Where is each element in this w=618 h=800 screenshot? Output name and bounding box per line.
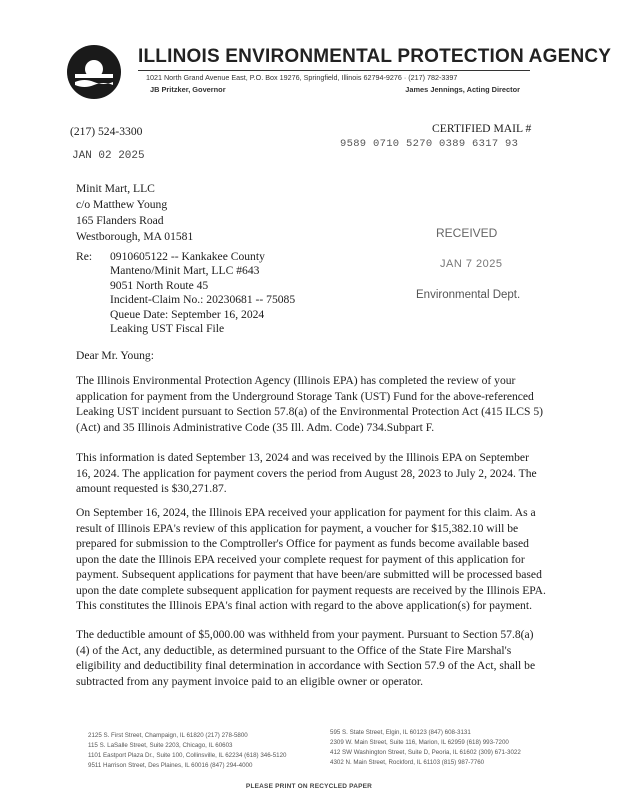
footer-office: 1101 Eastport Plaza Dr., Suite 100, Collinsville, IL 62234 (618) 346-5120 (88, 752, 287, 759)
agency-address: 1021 North Grand Avenue East, P.O. Box 19276, Springfield, Illinois 62794-9276 · (217) 782-3397 (146, 73, 458, 82)
body-paragraph-2: This information is dated September 13, 2024 and was received by the Illinois EPA on September 16, 2024. The application for payment covers the period from August 28, 2023 to July 2, 2024. The amount requested is $30,271.87. (76, 451, 537, 495)
recipient-line: c/o Matthew Young (76, 198, 168, 211)
footer-offices-right (330, 728, 521, 768)
recipient-line: Westborough, MA 01581 (76, 230, 194, 243)
re-label: Re: (76, 250, 93, 263)
recipient-address (76, 181, 193, 245)
officials-line (150, 85, 520, 94)
body-paragraph-4: The deductible amount of $5,000.00 was withheld from your payment. Pursuant to Section 57.8(a)(4) of the Act, any deductible, as determined pursuant to the Office of the State Fire Marshal's eligibility and deductibility final determination in accordance with Section 57.9 of the Act, shall be subtracted from any payment invoice paid to an eligible owner or operator. (76, 628, 536, 688)
footer-office: 2309 W. Main Street, Suite 116, Marion, IL 62959 (618) 993-7200 (330, 739, 509, 746)
re-line: 9051 North Route 45 (110, 278, 209, 292)
recipient-line: 165 Flanders Road (76, 214, 164, 227)
footer-office: 595 S. State Street, Elgin, IL 60123 (847) 608-3131 (330, 729, 471, 736)
re-line: 0910605122 -- Kankakee County (110, 250, 265, 263)
recycled-paper-note: PLEASE PRINT ON RECYCLED PAPER (245, 783, 373, 790)
letterhead-rule (138, 70, 530, 71)
salutation: Dear Mr. Young: (76, 349, 154, 362)
footer-offices-left (88, 731, 286, 771)
received-stamp-label: RECEIVED (436, 226, 498, 240)
phone-number: (217) 524-3300 (70, 125, 143, 138)
certified-mail-label: CERTIFIED MAIL # (432, 122, 532, 135)
re-line: Manteno/Minit Mart, LLC #643 (110, 264, 260, 278)
illinois-epa-logo (66, 44, 122, 105)
received-stamp-dept: Environmental Dept. (416, 289, 521, 301)
director-name: James Jennings, Acting Director (405, 85, 520, 94)
received-stamp-date: JAN 7 2025 (440, 258, 503, 270)
body-paragraph-3: On September 16, 2024, the Illinois EPA received your application for payment for this claim. As a result of Illinois EPA's review of this application for payment, a voucher for $15,382.10 will be prepared for submission to the Comptroller's Office for payment as funds become available based upon the date the Illinois EPA received your complete request for payment of this application for payment. Subsequent applications for payment that have been/are submitted will be processed based upon the date complete subsequent application for payment requests are received by the Illinois EPA. This constitutes the Illinois EPA's final action with regard to the above application(s) for payment. (76, 506, 546, 612)
letter-date-stamp: JAN 02 2025 (72, 150, 145, 162)
footer-office: 4302 N. Main Street, Rockford, IL 61103 (815) 987-7760 (330, 759, 485, 766)
body-paragraph-1: The Illinois Environmental Protection Agency (Illinois EPA) has completed the review of your application for payment from the Underground Storage Tank (UST) Fund for the above-referenced Leaking UST incident pursuant to Section 57.8(a) of the Environmental Protection Act (415 ILCS 5) (Act) and 35 Illinois Administrative Code (35 Ill. Adm. Code) 734.Subpart F. (76, 374, 543, 434)
certified-mail-number: 9589 0710 5270 0389 6317 93 (340, 138, 519, 150)
footer-office: 2125 S. First Street, Champaign, IL 61820 (217) 278-5800 (88, 732, 248, 739)
re-line: Leaking UST Fiscal File (110, 322, 225, 336)
agency-title: ILLINOIS ENVIRONMENTAL PROTECTION AGENCY (138, 46, 612, 67)
governor-name: JB Pritzker, Governor (150, 85, 226, 94)
recipient-line: Minit Mart, LLC (76, 182, 155, 195)
footer-office: 115 S. LaSalle Street, Suite 2203, Chicago, IL 60603 (88, 742, 233, 749)
re-block (110, 250, 295, 336)
footer-office: 9511 Harrison Street, Des Plaines, IL 60016 (847) 294-4000 (88, 762, 253, 769)
re-line: Incident-Claim No.: 20230681 -- 75085 (110, 293, 296, 307)
re-line: Queue Date: September 16, 2024 (110, 307, 265, 321)
footer-office: 412 SW Washington Street, Suite D, Peoria, IL 61602 (309) 671-3022 (330, 749, 521, 756)
